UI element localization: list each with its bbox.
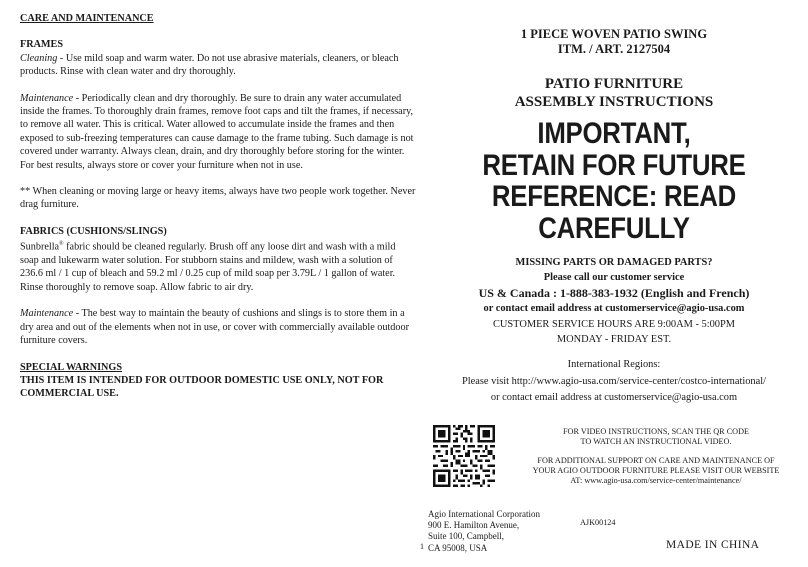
document-code: AJK00124 [580,518,616,527]
assembly-title [420,75,808,111]
important-line-4: CAREFULLY [538,211,690,245]
maintenance-text: - Periodically clean and dry thoroughly. Be sure to drain any water accumulated inside the frames. To thoroughly drain frames, remove foot caps and tilt the frames, if necessary, to remove all water. This is critical. Water allowed to accumulate inside the frames and then exposed to sub-freezing temperatures can cause damage to the frame tubing. Such damage is not covered under warranty. Always clean, drain, and dry thoroughly before storing for the winter. For best results, always store or cover your furniture when not in use. [20,92,414,171]
international-block [420,357,808,407]
intl-heading: International Regions: [567,359,661,370]
important-line-3: REFERENCE: READ [491,180,737,213]
qr-line-2: TO WATCH AN INSTRUCTIONAL VIDEO. [580,437,732,446]
company-name: Agio International Corporation [428,509,540,519]
sunbrella-brand: Sunbrella [20,241,60,253]
care-maintenance-column [20,12,416,401]
product-name: 1 PIECE WOVEN PATIO SWING [520,27,708,41]
support-line-1: FOR ADDITIONAL SUPPORT ON CARE AND MAINTENANCE OF [537,456,775,465]
sunbrella-paragraph [20,238,416,294]
care-heading: CARE AND MAINTENANCE [20,13,154,24]
important-notice [447,118,781,244]
maintenance-paragraph [20,92,416,172]
intl-visit: Please visit http://www.agio-usa.com/service-center/costco-international/ [461,375,767,387]
fabric-maintenance-label: Maintenance [20,308,74,320]
support-line-3: AT: www.agio-usa.com/service-center/maintenance/ [570,476,742,485]
title-line-2: ASSEMBLY INSTRUCTIONS [514,94,714,110]
page-number: 1 [420,542,424,551]
missing-parts: MISSING PARTS OR DAMAGED PARTS? [515,257,713,268]
registered-mark: ® [59,241,64,248]
customer-service-block [420,255,808,347]
sunbrella-text: fabric should be cleaned regularly. Brush off any loose dirt and wash with a mild soap and lukewarm water solution. For stubborn stains and mildew, wash with a solution of 236.6 ml / 1 cup of bleach and 59.2 ml / 0.25 cup of mild soap per 3.79L / 1 gallon of water. Rinse thoroughly to remove soap. Allow fabric to air dry. [20,241,396,293]
phone-line: US & Canada : 1-888-383-1932 (English and French) [478,285,750,300]
special-warnings-text: THIS ITEM IS INTENDED FOR OUTDOOR DOMESTIC USE ONLY, NOT FOR COMMERCIAL USE. [20,374,384,400]
cover-column [420,0,808,567]
hours-line-2: MONDAY - FRIDAY EST. [556,334,672,346]
made-in-label: MADE IN CHINA [666,539,760,551]
address-line-3: CA 95008, USA [428,542,488,553]
product-heading [420,27,808,57]
intl-email: or contact email address at customerservice@agio-usa.com [490,392,738,403]
maintenance-label: Maintenance [20,92,74,104]
fabrics-heading: FABRICS (CUSHIONS/SLINGS) [20,225,167,237]
item-number: ITM. / ART. 2127504 [557,42,671,56]
special-warnings-heading: SPECIAL WARNINGS [20,361,122,373]
frames-heading: FRAMES [20,39,64,51]
title-line-1: PATIO FURNITURE [544,76,684,92]
email-line: or contact email address at customerservice@agio-usa.com [483,303,745,315]
call-service: Please call our customer service [543,272,685,284]
qr-instructions [506,427,806,486]
address-line-1: 900 E. Hamilton Avenue, [428,520,520,531]
qr-line-1: FOR VIDEO INSTRUCTIONS, SCAN THE QR CODE [563,427,749,436]
qr-code-icon[interactable] [433,425,495,487]
address-line-2: Suite 100, Campbell, [428,531,504,542]
company-address [428,509,540,554]
cleaning-text: - Use mild soap and warm water. Do not use abrasive materials, cleaners, or bleach products. Rinse with clean water and dry thoroughly. [20,52,399,78]
important-line-2: RETAIN FOR FUTURE [482,148,746,182]
two-people-note: ** When cleaning or moving large or heavy items, always have two people work together. Never drag furniture. [20,186,416,211]
fabric-maintenance-paragraph [20,307,416,347]
important-line-1: IMPORTANT, [537,117,691,150]
cleaning-paragraph [20,52,416,79]
cleaning-label: Cleaning [20,52,58,64]
hours-line-1: CUSTOMER SERVICE HOURS ARE 9:00AM - 5:00PM [492,318,736,330]
fabric-maintenance-text: - The best way to maintain the beauty of cushions and slings is to store them in a dry area and out of the elements when not in use, or cover with commercially available outdoor furniture covers. [20,308,409,347]
support-line-2: YOUR AGIO OUTDOOR FURNITURE PLEASE VISIT OUR WEBSITE [532,466,780,475]
